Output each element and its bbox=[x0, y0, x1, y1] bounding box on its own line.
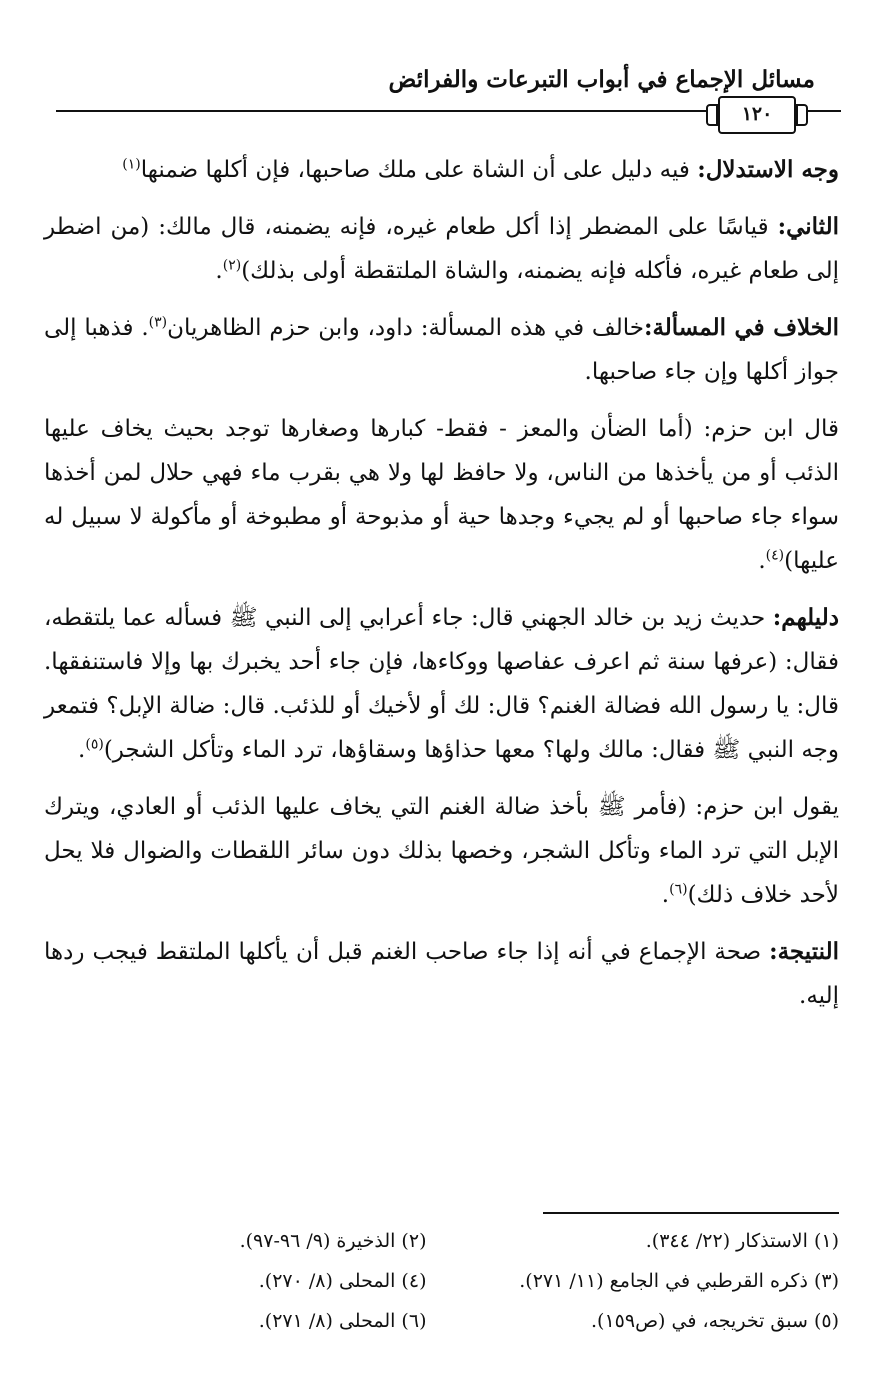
paragraph-text: خالف في هذه المسألة: داود، وابن حزم الظاهريان bbox=[167, 315, 644, 341]
running-title: مسائل الإجماع في أبواب التبرعات والفرائض bbox=[388, 66, 815, 93]
footnote-ref: (٥) bbox=[85, 736, 104, 753]
footnote-4: (٤) المحلى (٨/ ٢٧٠). bbox=[258, 1270, 427, 1292]
footnote-5: (٥) سبق تخريجه، في (ص١٥٩). bbox=[591, 1310, 839, 1332]
paragraph-lead: دليلهم: bbox=[772, 604, 839, 631]
paragraph-tail: . bbox=[215, 258, 223, 284]
paragraph-text: صحة الإجماع في أنه إذا جاء صاحب الغنم قبل أن يأكلها الملتقط فيجب ردها إليه. bbox=[44, 939, 839, 1009]
footnote-ref: (٣) bbox=[148, 314, 168, 331]
paragraph-thani bbox=[44, 205, 839, 293]
paragraph-lead: الخلاف في المسألة: bbox=[643, 314, 839, 341]
paragraph-tail: . bbox=[758, 548, 766, 574]
footnotes bbox=[44, 1222, 839, 1340]
footnote-6: (٦) المحلى (٨/ ٢٧١). bbox=[258, 1310, 427, 1332]
paragraph-tail: . bbox=[661, 882, 670, 908]
footnote-rule bbox=[543, 1212, 839, 1214]
paragraph-lead: النتيجة: bbox=[769, 938, 839, 965]
footnote-ref: (٦) bbox=[669, 881, 688, 898]
footnote-3: (٣) ذكره القرطبي في الجامع (١١/ ٢٧١). bbox=[519, 1270, 839, 1292]
paragraph-ibn-hazm-quote bbox=[44, 407, 839, 583]
footnote-2: (٢) الذخيرة (٩/ ٩٦-٩٧). bbox=[239, 1230, 427, 1252]
paragraph-khilaf bbox=[44, 306, 839, 394]
body-text bbox=[44, 148, 839, 1031]
paragraph-ibn-hazm-2 bbox=[44, 785, 839, 917]
paragraph-text: حديث زيد بن خالد الجهني قال: جاء أعرابي إلى النبي ﷺ فسأله عما يلتقطه، فقال: (عرفها سنة ثم اعرف عفاصها ووكاءها، فإن جاء أحد يخبرك بها وإلا فاستنفقها. قال: يا رسول الله فضالة الغنم؟ قال: لك أو لأخيك أو للذئب. قال: ضالة الإبل؟ فتمعر وجه النبي ﷺ فقال: مالك ولها؟ معها حذاؤها وسقاؤها، ترد الماء وتأكل الشجر) bbox=[44, 605, 839, 763]
paragraph-text: قال ابن حزم: (أما الضأن والمعز - فقط- كبارها وصغارها توجد بحيث يخاف عليها الذئب أو من يأخذها من الناس، ولا حافظ لها ولا هي بقرب ماء فهي حلال لمن أخذها سواء جاء صاحبها أو لم يجيء وجدها حية أو مذبوحة أو مطبوخة أو مأكولة لا سبيل له عليها) bbox=[44, 416, 839, 574]
paragraph-natija bbox=[44, 930, 839, 1018]
paragraph-lead: الثاني: bbox=[777, 213, 839, 240]
paragraph-text: فيه دليل على أن الشاة على ملك صاحبها، فإن أكلها ضمنها bbox=[140, 157, 698, 183]
paragraph-tail: . bbox=[78, 737, 86, 763]
footnote-ref: (١) bbox=[122, 156, 141, 173]
paragraph-istidlal bbox=[44, 148, 839, 192]
footnote-ref: (٤) bbox=[765, 547, 785, 564]
paragraph-dalil bbox=[44, 596, 839, 772]
page-number: ١٢٠ bbox=[718, 96, 796, 134]
footnote-1: (١) الاستذكار (٢٢/ ٣٤٤). bbox=[645, 1230, 839, 1252]
paragraph-text: قياسًا على المضطر إذا أكل طعام غيره، فإنه يضمنه، قال مالك: (من اضطر إلى طعام غيره، فأكله فإنه يضمنه، والشاة الملتقطة أولى بذلك) bbox=[44, 214, 839, 284]
paragraph-lead: وجه الاستدلال: bbox=[697, 156, 839, 183]
footnote-ref: (٢) bbox=[222, 257, 242, 274]
paragraph-tail: . فذهبا إلى جواز أكلها وإن جاء صاحبها. bbox=[44, 315, 839, 385]
paragraph-text: يقول ابن حزم: (فأمر ﷺ بأخذ ضالة الغنم التي يخاف عليها الذئب أو العادي، ويترك الإبل التي ترد الماء وتأكل الشجر، وخصها بذلك دون سائر اللقطات والضوال فلا يحل لأحد خلاف ذلك) bbox=[44, 794, 839, 908]
